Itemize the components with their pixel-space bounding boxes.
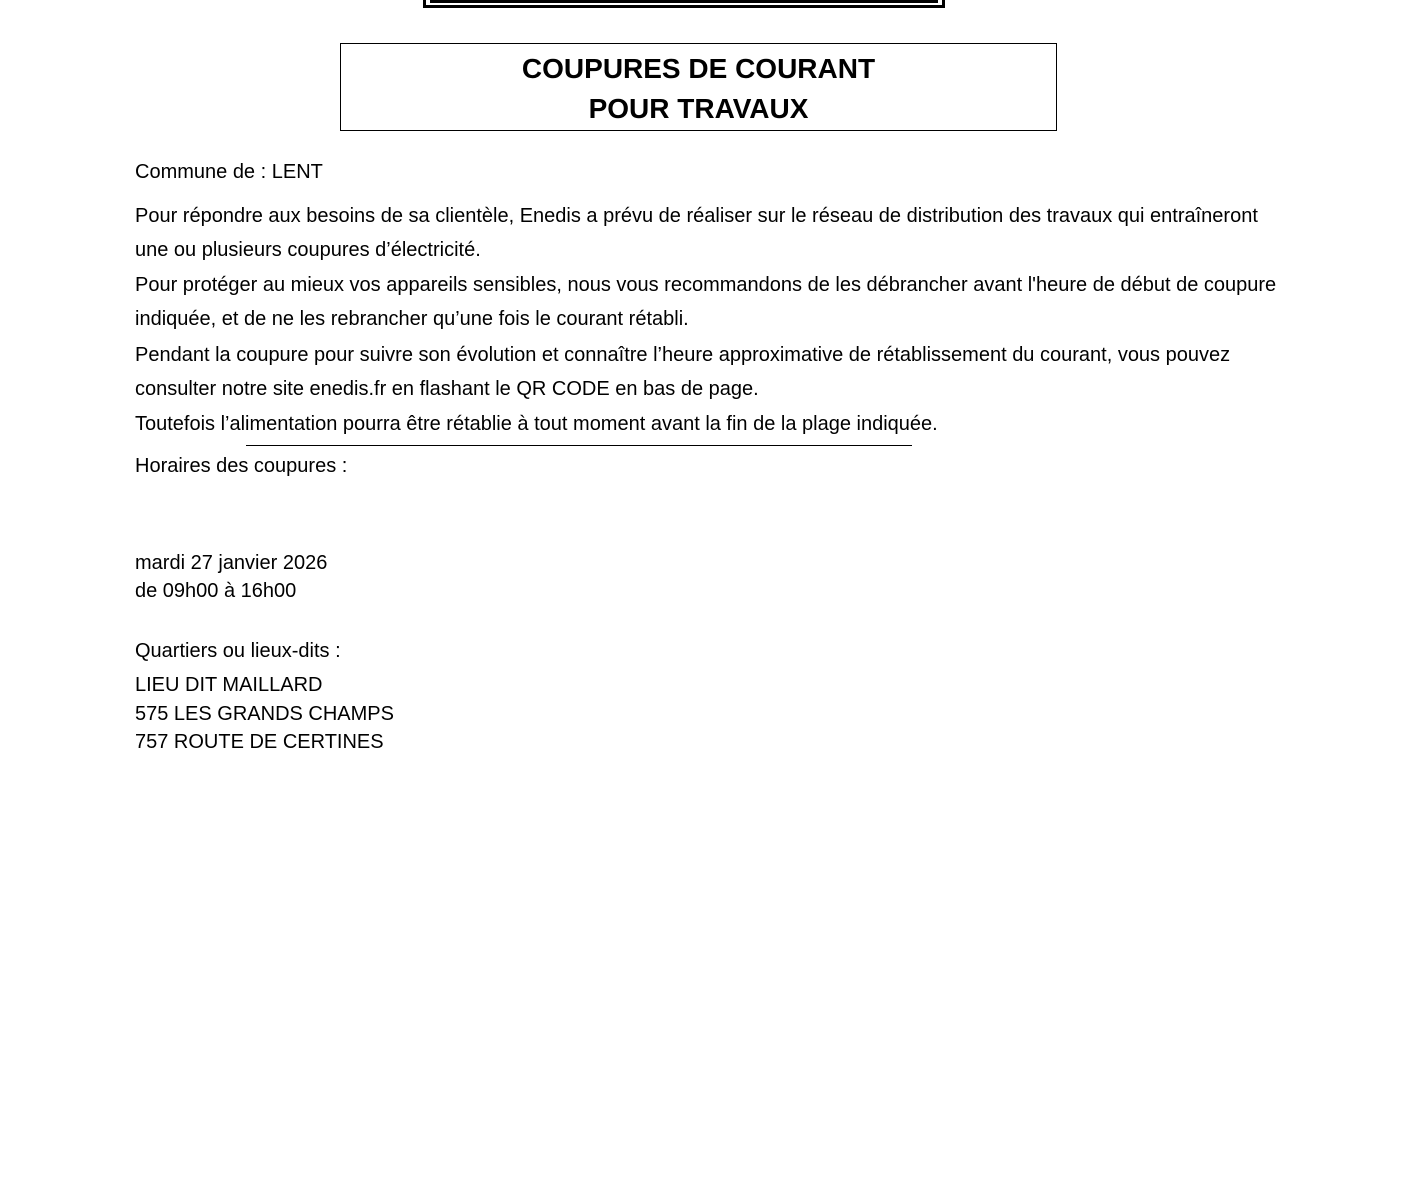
list-item: LIEU DIT MAILLARD bbox=[135, 674, 323, 696]
schedule-label: Horaires des coupures : bbox=[135, 455, 348, 477]
list-item: 757 ROUTE DE CERTINES bbox=[135, 731, 384, 753]
page-title-line-2: POUR TRAVAUX bbox=[588, 93, 809, 124]
locations-label: Quartiers ou lieux-dits : bbox=[135, 640, 341, 662]
outage-time: de 09h00 à 16h00 bbox=[135, 580, 297, 602]
title-box bbox=[340, 43, 1057, 131]
page-title-line-1: COUPURES DE COURANT bbox=[521, 53, 876, 84]
paragraph-intro: Pour répondre aux besoins de sa clientèle, Enedis a prévu de réaliser sur le réseau de distribution des travaux qui entraîneront une ou plusieurs coupures d’électricité. bbox=[135, 205, 1258, 261]
outage-date: mardi 27 janvier 2026 bbox=[135, 552, 328, 574]
paragraph-follow-outage: Pendant la coupure pour suivre son évolution et connaître l’heure approximative de rétablissement du courant, vous pouvez consulter notre site enedis.fr en flashant le QR CODE en bas de page. bbox=[135, 344, 1231, 400]
commune-label: Commune de : LENT bbox=[135, 161, 323, 183]
list-item: 575 LES GRANDS CHAMPS bbox=[135, 702, 394, 725]
top-frame-decoration bbox=[423, 0, 945, 8]
divider-line bbox=[246, 445, 912, 446]
locations-list bbox=[135, 671, 394, 757]
paragraph-early-restore: Toutefois l’alimentation pourra être rétablie à tout moment avant la fin de la plage indiquée. bbox=[135, 413, 938, 435]
paragraph-protect-devices: Pour protéger au mieux vos appareils sensibles, nous vous recommandons de les débrancher avant l'heure de début de coupure indiquée, et de ne les rebrancher qu’une fois le courant rétabli. bbox=[135, 274, 1277, 330]
